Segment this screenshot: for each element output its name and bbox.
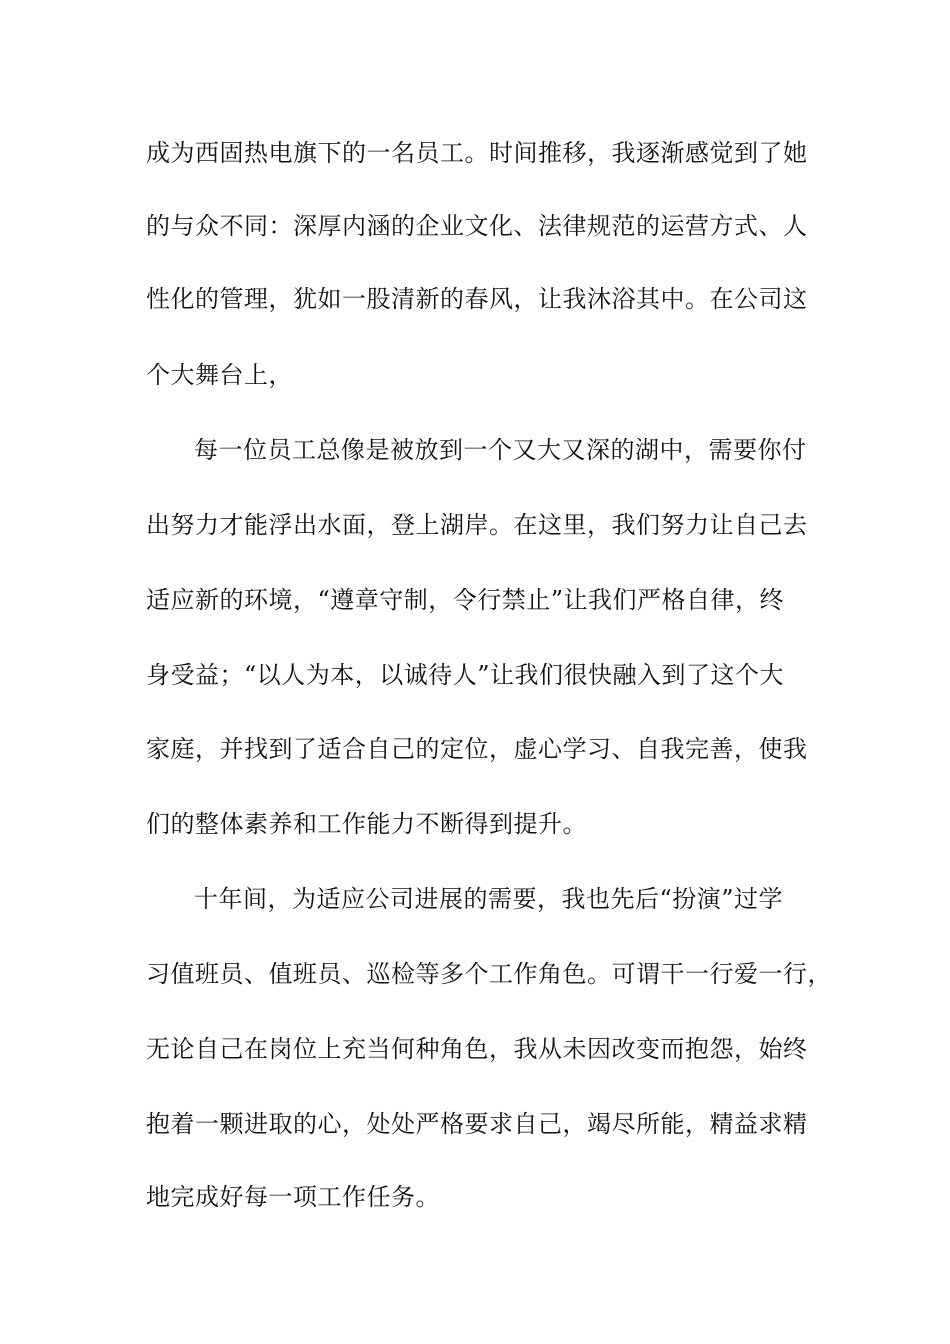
text-line: 身受益；“以人为本，以诚待人”让我们很快融入到了这个大 [146,661,785,689]
text-line: 十年间，为适应公司进展的需要，我也先后“扮演”过学 [194,885,784,913]
text-line: 无论自己在岗位上充当何种角色，我从未因改变而抱怨，始终 [146,1035,808,1063]
text-line: 习值班员、值班员、巡检等多个工作角色。可谓干一行爱一行， [146,960,832,988]
text-line: 个大舞台上， [146,361,293,389]
text-line: 性化的管理，犹如一股清新的春风，让我沐浴其中。在公司这 [146,285,808,313]
text-line: 每一位员工总像是被放到一个又大又深的湖中，需要你付 [194,436,807,464]
text-line: 适应新的环境，“遵章守制，令行禁止”让我们严格自律，终 [146,586,785,614]
text-line: 抱着一颗进取的心，处处严格要求自己，竭尽所能，精益求精 [146,1110,808,1138]
text-line: 家庭，并找到了适合自己的定位，虚心学习、自我完善，使我 [146,735,808,763]
text-line: 地完成好每一项工作任务。 [146,1183,440,1211]
text-line: 成为西固热电旗下的一名员工。时间推移，我逐渐感觉到了她 [146,139,808,167]
text-line: 们的整体素养和工作能力不断得到提升。 [146,810,587,838]
text-line: 的与众不同：深厚内涵的企业文化、法律规范的运营方式、人 [146,212,808,240]
text-line: 出努力才能浮出水面，登上湖岸。在这里，我们努力让自己去 [146,511,808,539]
